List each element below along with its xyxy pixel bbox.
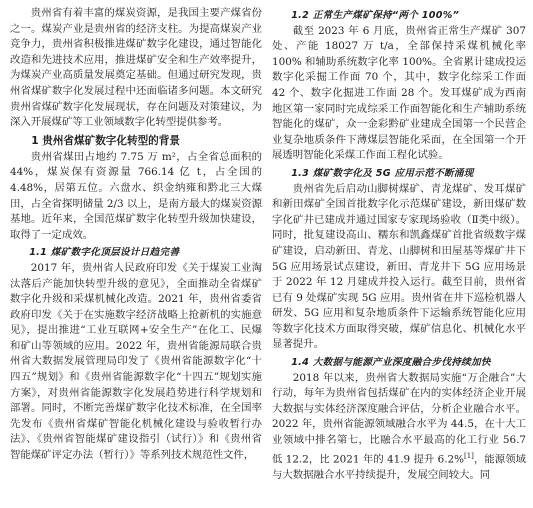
section-heading-1: 1 贵州省煤矿数字化转型的背景 — [31, 134, 180, 147]
left-column — [10, 6, 262, 464]
intro-paragraph: 贵州省有着丰富的煤炭资源，是我国主要产煤省份之一。煤炭产业是贵州省的经济支柱。为提高煤炭产业竞争力，贵州省积极推进煤矿数字化建设，通过智能化改造和先进技术应用，推进煤矿安全和生产效率提升，为煤炭产业高质量发展奠定基础。但通过研究发现，贵州省煤矿数字化发展过程中还面临诸多问题。本文研究贵州省煤矿数字化发展现状，存在问题及对策建议，为深入开展煤矿等工业领域数字化转型提供参考。 — [10, 7, 262, 129]
subsection-heading-1-3: 1.3 煤矿数字化及 5G 应用示范不断涌现 — [291, 167, 474, 179]
subsection-heading-1-1: 1.1 煤矿数字化顶层设计日趋完善 — [29, 247, 180, 259]
integration-text-tail: ，能源领域与大数据融合水平持续提升，发展空间较大。同 — [272, 453, 526, 481]
subsection-heading-1-2: 1.2 正常生产煤矿保持“两个 100%” — [291, 10, 460, 21]
policy-paragraph: 2017 年，贵州省人民政府印发《关于煤炭工业淘汰落后产能加快转型升级的意见》，全面推动全省煤矿数字化升级和采煤机械化改造。2021 年，贵州省委省政府印发《关于在实施数字经济战略上抢新机的实施意见》，提出推进“工业互联网+安全生产”在化工、民爆和矿山等领域的应用。2022 年，贵州省能源局联合贵州省大数据发展管理局印发了《贵州省能源数字化“十四五”规划》和《贵州省能源数字化“十四五”规划实施方案》，对贵州省能源数字化发展趋势进行科学规划和部署。同时，不断完善煤矿数字化技术标准，在全国率先发布《贵州省煤矿智能化机械化建设与验收暂行办法》、《贵州省智能煤矿建设指引（试行）》和《贵州省智能煤矿评定办法（暂行）》等系列技术规范性文件， — [10, 261, 262, 462]
citation-marker[interactable]: [1] — [464, 451, 474, 460]
subsection-heading-1-4: 1.4 大数据与能源产业深度融合步伐持续加快 — [291, 357, 491, 369]
background-paragraph: 贵州省煤田占地约 7.75 万 m²，占全省总面积的 44%，煤炭保有资源量 766.14 亿 t，占全国的 4.48%，居第五位。六盘水、织金纳雍和黔北三大煤田，占全省探明储量 2/3 以上，是南方最大的煤炭资源基地。近年来，全国范煤矿数字化转型升级加快建设，取得了一定成效。 — [10, 150, 262, 241]
integration-paragraph — [272, 371, 526, 484]
integration-text: 2018 年以来，贵州省大数据局实施“万企融合”大行动，每年为贵州省包括煤矿在内的实体经济企业开展大数据与实体经济深度融合评估，分析企业融合水平。2022 年，贵州省能源领域融合水平为 44.5，在十大工业领域中排名第七，比融合水平最高的化工行业 56.7 低 12.2，比 2021 年的 41.9 提升 6.2% — [272, 371, 526, 466]
demonstration-paragraph: 贵州省先后启动山脚树煤矿、青龙煤矿、发耳煤矿和新田煤矿全国首批数字化示范煤矿建设，新田煤矿数字化矿井已建成并通过国家专家现场验收（Ⅱ类中级）。同时，批复建设高山、糯东和凯鑫煤矿首批省级数字煤矿建设，启动新田、青龙、山脚树和田屋基等煤矿井下 5G 应用场景试点建设，新田、青龙井下 5G 应用场景于 2022 年 12 月建成并投入运行。截至目前，贵州省已有 9 处煤矿实现 5G 应用。贵州省在井下巡检机器人研发、5G 应用和复杂地质条件下运输系统智能化应用等数字化技术方面取得突破，煤矿信息化、机械化水平显著提升。 — [272, 182, 526, 351]
production-paragraph: 截至 2023 年 6 月底，贵州省正常生产煤矿 307 处、产能 18027 万 t/a，全部保持采煤机械化率 100% 和辅助系统数字化率 100%。全省累计建成投运数字化采掘工作面 70 个，其中，数字化综采工作面 42 个、数字化掘进工作面 28 个。发耳煤矿成为西南地区第一家同时完成综采工作面智能化和生产辅助系统智能化的煤矿，众一金彩黔矿业建成全国第一个民营企业复杂地质条件下薄煤层智能化采面，在全国第一个开展透明智能化采煤工作面工程化试验。 — [272, 24, 526, 162]
right-column — [272, 6, 526, 483]
